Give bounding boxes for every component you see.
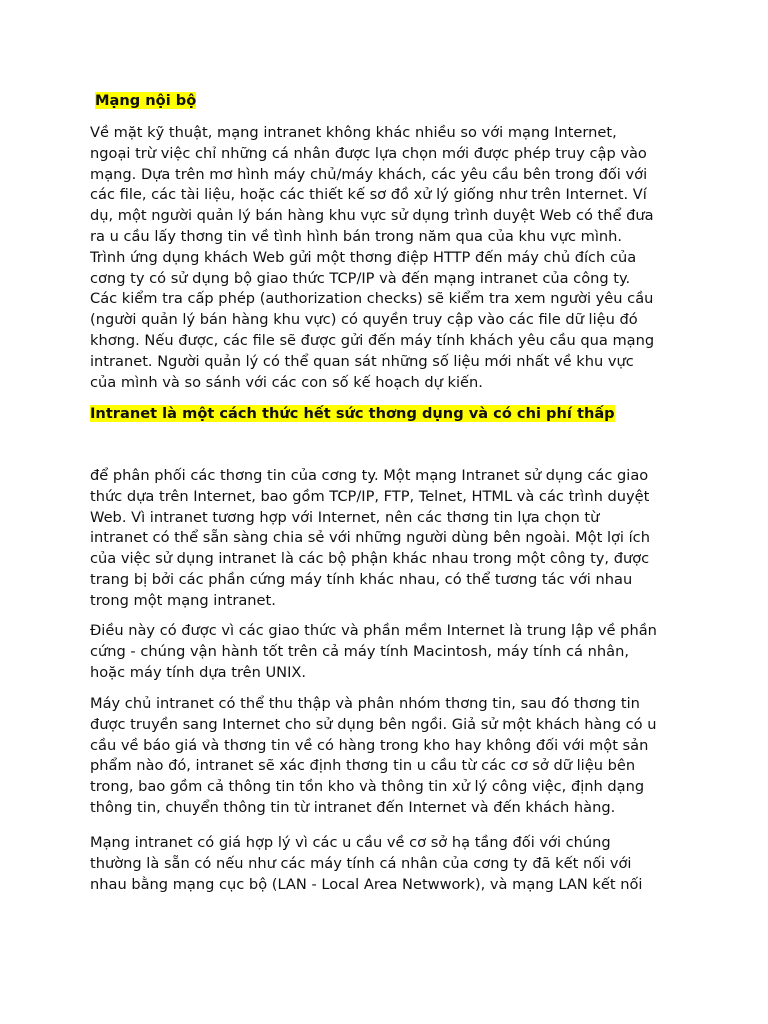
paragraph-technical-overview	[90, 123, 680, 393]
text-line: thường là sẵn có nếu như các máy tính cá nhân của cơng ty đã kết nối với	[90, 854, 632, 872]
paragraph-intranet-server	[90, 694, 680, 819]
text-line: Về mặt kỹ thuật, mạng intranet không khác nhiều so với mạng Internet,	[90, 124, 617, 141]
text-line: để phân phối các thơng tin của cơng ty. Một mạng Intranet sử dụng các giao	[90, 467, 649, 484]
text-line: mạng. Dựa trên mơ hình máy chủ/máy khách, các yêu cầu bên trong đối với	[90, 165, 648, 183]
text-line: thức dựa trên Internet, bao gồm TCP/IP, FTP, Telnet, HTML và các trình duyệt	[90, 487, 650, 505]
text-line: trang bị bởi các phần cứng máy tính khác nhau, có thể tương tác với nhau	[90, 570, 633, 588]
text-line: của mình và so sánh với các con số kế hoạch dự kiến.	[90, 373, 483, 391]
text-line: Máy chủ intranet có thể thu thập và phân nhóm thơng tin, sau đó thơng tin	[90, 695, 640, 712]
text-line: ngoại trừ việc chỉ những cá nhân được lựa chọn mới được phép truy cập vào	[90, 144, 647, 162]
text-line: thông tin, chuyển thông tin từ intranet đến Internet và đến khách hàng.	[90, 798, 616, 816]
text-line: các file, các tài liệu, hoặc các thiết kế sơ đồ xử lý giống như trên Internet. Ví	[90, 186, 647, 204]
text-line: intranet. Người quản lý có thể quan sát những số liệu mới nhất về khu vực	[90, 352, 634, 370]
paragraph-reasonable-cost	[90, 833, 680, 895]
text-line: phẩm nào đó, intranet sẽ xác định thơng tin u cầu từ các cơ sở dữ liệu bên	[90, 757, 636, 775]
text-line: trong, bao gồm cả thông tin tồn kho và thông tin xử lý công việc, định dạng	[90, 778, 645, 796]
text-line: intranet có thể sẵn sàng chia sẻ với những người dùng bên ngoài. Một lợi ích	[90, 529, 650, 547]
text-line: của việc sử dụng intranet là các bộ phận khác nhau trong một công ty, được	[90, 550, 650, 568]
text-line: nhau bằng mạng cục bộ (LAN - Local Area Netwwork), và mạng LAN kết nối	[90, 875, 643, 893]
highlighted-heading-text: Intranet là một cách thức hết sức thơng dụng và có chi phí thấp	[90, 405, 615, 422]
section-heading-intranet	[95, 91, 685, 112]
highlighted-heading-text: Mạng nội bộ	[95, 92, 197, 109]
text-line: Web. Vì intranet tương hợp với Internet, nên các thơng tin lựa chọn từ	[90, 508, 600, 526]
paragraph-hardware-neutral	[90, 621, 680, 683]
text-line: Mạng intranet có giá hợp lý vì các u cầu về cơ sở hạ tầng đối với chúng	[90, 834, 611, 851]
text-line: (người quản lý bán hàng khu vực) có quyền truy cập vào các file dữ liệu đó	[90, 311, 638, 329]
text-line: Trình ứng dụng khách Web gửi một thơng điệp HTTP đến máy chủ đích của	[90, 248, 637, 266]
text-line: hoặc máy tính dựa trên UNIX.	[90, 663, 307, 681]
paragraph-distribution	[90, 466, 680, 612]
section-heading-low-cost	[90, 404, 680, 425]
text-line: cầu về báo giá và thơng tin về có hàng trong kho hay không đối với một sản	[90, 736, 649, 754]
text-line: khơng. Nếu được, các file sẽ được gửi đến máy tính khách yêu cầu qua mạng	[90, 331, 655, 349]
text-line: Các kiểm tra cấp phép (authorization checks) sẽ kiểm tra xem người yêu cầu	[90, 290, 654, 308]
text-line: ra u cầu lấy thơng tin về tình hình bán trong năm qua của khu vực mình.	[90, 227, 623, 245]
text-line: cứng - chúng vận hành tốt trên cả máy tính Macintosh, máy tính cá nhân,	[90, 642, 629, 660]
text-line: được truyền sang Internet cho sử dụng bên ngồi. Giả sử một khách hàng có u	[90, 715, 657, 733]
text-line: trong một mạng intranet.	[90, 591, 276, 609]
text-line: dụ, một người quản lý bán hàng khu vực sử dụng trình duyệt Web có thể đưa	[90, 207, 654, 225]
text-line: cơng ty có sử dụng bộ giao thức TCP/IP và đến mạng intranet của công ty.	[90, 269, 631, 287]
text-line: Điều này có được vì các giao thức và phần mềm Internet là trung lập về phần	[90, 622, 657, 639]
